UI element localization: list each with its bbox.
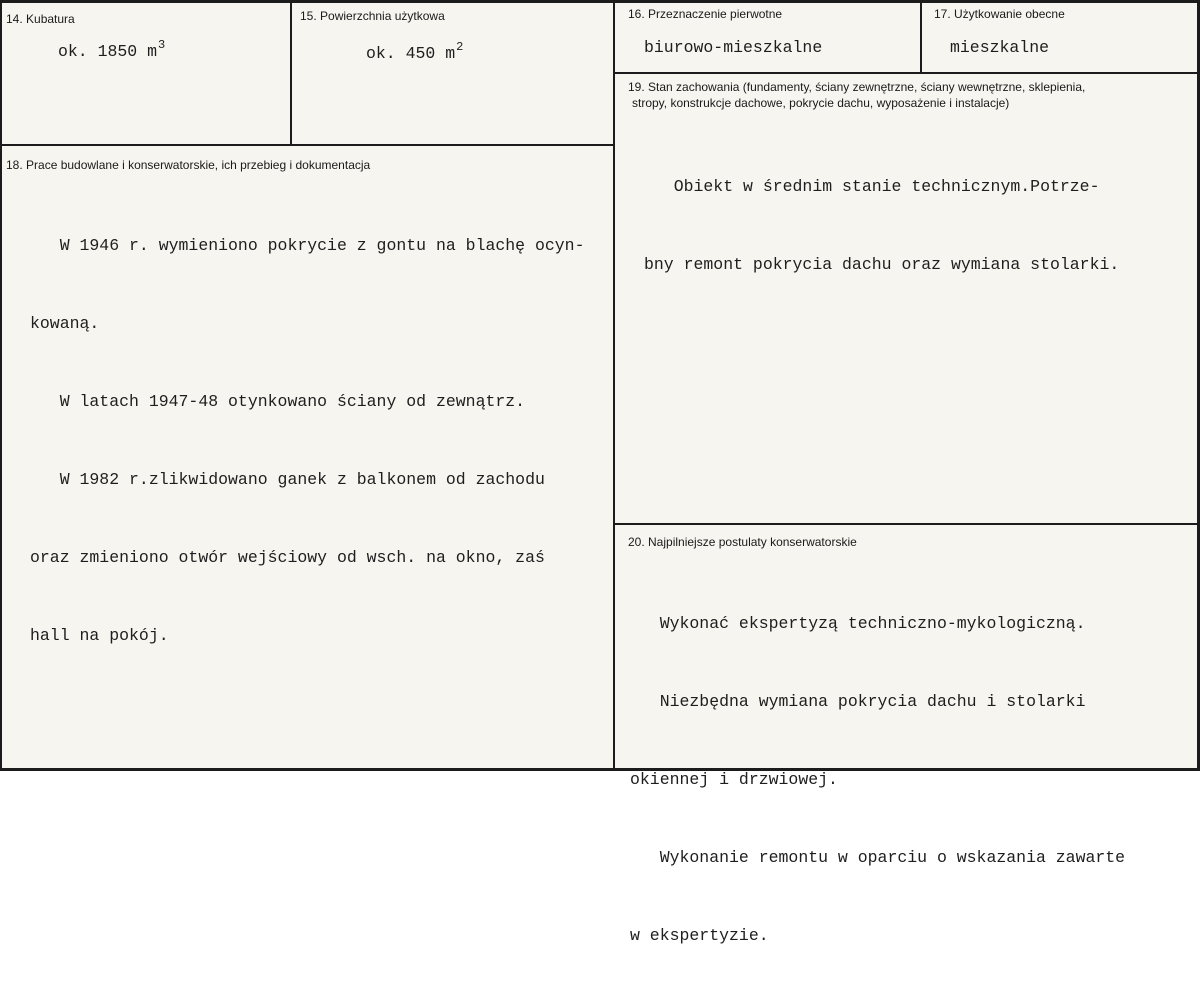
top-border bbox=[0, 0, 1200, 3]
field-14-label: 14. Kubatura bbox=[6, 12, 75, 26]
field-20-line: Wykonać ekspertyzą techniczno-mykologiczną. bbox=[630, 614, 1086, 633]
field-18-line: W latach 1947-48 otynkowano ściany od zewnątrz. bbox=[30, 392, 526, 411]
field-18-line: hall na pokój. bbox=[30, 626, 169, 645]
field-15-superscript: 2 bbox=[456, 40, 464, 54]
field-19-label-line-2: stropy, konstrukcje dachowe, pokrycie dachu, wyposażenie i instalacje) bbox=[632, 96, 1010, 110]
field-14-superscript: 3 bbox=[158, 38, 166, 52]
divider-top-right bbox=[614, 72, 1200, 74]
field-14-value bbox=[58, 32, 165, 65]
field-20-label: 20. Najpilniejsze postulaty konserwatorskie bbox=[628, 535, 857, 549]
field-15-value bbox=[366, 34, 463, 67]
field-19-line: Obiekt w średnim stanie technicznym.Potrze- bbox=[644, 177, 1100, 196]
field-20-line: okiennej i drzwiowej. bbox=[630, 770, 838, 789]
field-19-text bbox=[644, 122, 1119, 330]
field-18-line: W 1982 r.zlikwidowano ganek z balkonem od zachodu bbox=[30, 470, 545, 489]
field-18-line: W 1946 r. wymieniono pokrycie z gontu na blachę ocyn- bbox=[30, 236, 585, 255]
field-17-label: 17. Użytkowanie obecne bbox=[934, 7, 1065, 21]
left-border bbox=[0, 0, 2, 771]
field-20-text bbox=[630, 559, 1125, 1001]
field-18-label: 18. Prace budowlane i konserwatorskie, ich przebieg i dokumentacja bbox=[6, 158, 371, 172]
field-18-line: oraz zmieniono otwór wejściowy od wsch. na okno, zaś bbox=[30, 548, 545, 567]
divider-19-20 bbox=[614, 523, 1200, 525]
field-15-value-text: ok. 450 m bbox=[366, 44, 456, 63]
field-19-label-line-1: 19. Stan zachowania (fundamenty, ściany zewnętrzne, ściany wewnętrzne, sklepienia, bbox=[628, 80, 1086, 94]
field-16-value: biurowo-mieszkalne bbox=[644, 38, 823, 57]
field-20-line: Wykonanie remontu w oparciu o wskazania zawarte bbox=[630, 848, 1126, 867]
divider-16-17 bbox=[920, 0, 922, 72]
divider-top-left bbox=[0, 144, 614, 146]
divider-14-15 bbox=[290, 0, 292, 145]
field-17-value: mieszkalne bbox=[950, 38, 1050, 57]
field-14-value-text: ok. 1850 m bbox=[58, 42, 158, 61]
field-18-text bbox=[30, 181, 585, 701]
field-18-line: kowaną. bbox=[30, 314, 100, 333]
field-19-line: bny remont pokrycia dachu oraz wymiana stolarki. bbox=[644, 255, 1120, 274]
field-20-line: Niezbędna wymiana pokrycia dachu i stolarki bbox=[630, 692, 1086, 711]
field-20-line: w ekspertyzie. bbox=[630, 926, 769, 945]
field-15-label: 15. Powierzchnia użytkowa bbox=[300, 9, 445, 23]
field-16-label: 16. Przeznaczenie pierwotne bbox=[628, 7, 783, 21]
divider-main bbox=[613, 0, 615, 771]
